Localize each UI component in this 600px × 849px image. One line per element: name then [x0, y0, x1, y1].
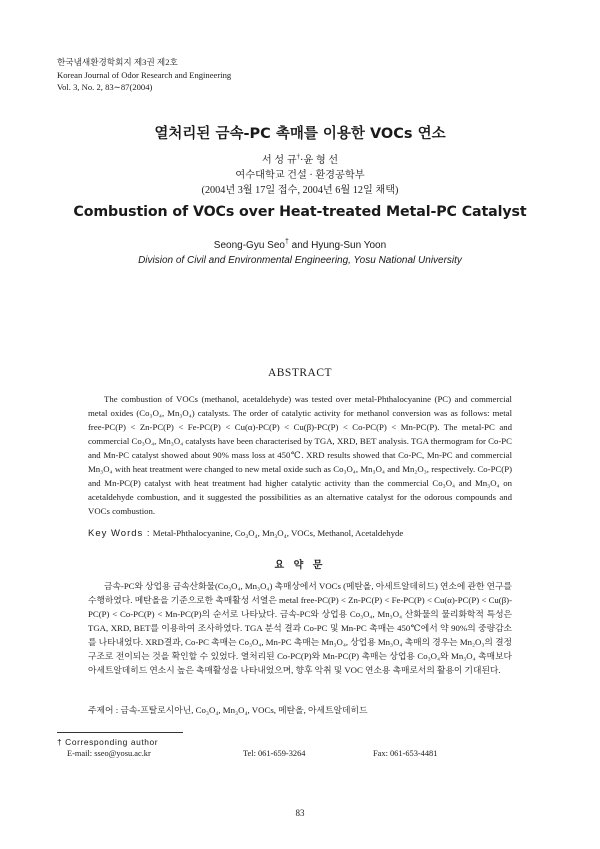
received-dates: (2004년 3월 17일 접수, 2004년 6월 12일 채택): [201, 185, 399, 196]
footnote: [57, 736, 543, 760]
journal-name-en: Korean Journal of Odor Research and Engineering: [57, 69, 232, 80]
journal-volume: Vol. 3, No. 2, 83∼87(2004): [57, 82, 153, 92]
corresponding-mark-ko: †: [296, 152, 301, 161]
corresponding-author-note: † Corresponding author: [57, 737, 159, 747]
authors-block-ko: [0, 153, 600, 198]
author2-en: and Hyung-Sun Yoon: [291, 240, 387, 251]
author-names-ko: [0, 153, 600, 168]
journal-name-ko: 한국냄새환경학회지 제3권 제2호: [57, 57, 178, 67]
summary-text-ko: 금속-PC와 상업용 금속산화물(Co₃O₄, Mn₃O₄) 촉매상에서 VOCs (메탄올, 아세트알데히드) 연소에 관한 연구를 수행하였다. 메탄올을 기준으로한 촉매활성 서열은 metal free-PC(P) < Zn-PC(P) < Fe-PC(P) < Cu(α)-PC(P) < Cu(β)-PC(P) < Co-PC(P) < Mn-PC(P)의 순서로 나타났다. 금속-PC와 상업용 Co₃O₄, Mn₃O₄ 산화물의 물리화학적 특성은 TGA, XRD, BET를 이용하여 조사하였다. TGA 분석 결과 Co-PC 및 Mn-PC 촉매는 450℃에서 약 90%의 중량감소를 나타내었다. XRD결과, Co-PC 촉매는 Co₃O₄, Mn-PC 촉매는 Mn₃O₄, 상업용 Mn₃O₄ 촉매의 경우는 Mn₂O₃의 결정구조로 전이되는 것을 확인할 수 있었다. 열처리된 Co-PC(P)와 Mn-PC(P) 촉매는 상업용 Co₃O₄와 Mn₃O₄ 촉매보다 아세트알데히드 연소시 높은 촉매활성을 나타내었으며, 향후 악취 및 VOC 연소용 촉매로서의 활용이 기대된다.: [88, 581, 512, 676]
contact-row: [57, 748, 543, 760]
affiliation-ko: 여수대학교 건설 · 환경공학부: [235, 170, 365, 181]
contact-email: E-mail: sseo@yosu.ac.kr: [67, 749, 151, 758]
author1-ko: 서 성 규: [261, 155, 297, 166]
journal-header: [57, 56, 231, 94]
abstract-text: The combustion of VOCs (methanol, acetaldehyde) was tested over metal-Phthalocyanine (PC) and commercial metal oxides (Co₃O₄, Mn₃O₄) catalysts. The order of catalytic activity for methanol conversion was as follows: metal free-PC(P) < Zn-PC(P) < Fe-PC(P) < Cu(α)-PC(P) < Cu(β)-PC(P) < Co-PC(P) < Mn-PC(P). The metal-PC and commercial Co₃O₄, Mn₃O₄ catalysts have been characterised by TGA, XRD, BET analysis. TGA thermogram for Co-PC and Mn-PC catalyst showed about 90% mass loss at 450℃. XRD results showed that Co-PC, Mn-PC and commercial Mn₃O₄ with heat treatment were changed to new metal oxide such as Co₃O₄, Mn₃O₄ and Mn₂O₃, respectively. Co-PC(P) and Mn-PC(P) catalyst with heat treatment had higher catalytic activity than the commercial Co₃O₄ and Mn₃O₄ on acetaldehyde combustion, and it suggested the possibilities as an alternative catalyst for the odorous compounds and VOCs combustion.: [88, 394, 512, 517]
author1-en: Seong-Gyu Seo: [213, 240, 285, 251]
paper-title-ko: 열처리된 금속-PC 촉매를 이용한 VOCs 연소: [154, 126, 446, 142]
contact-fax: Fax: 061-653-4481: [373, 749, 438, 758]
page-number: 83: [295, 808, 305, 818]
author-names-en: [0, 238, 600, 253]
keywords-ko-list: 금속-프탈로시아닌, Co₃O₄, Mn₃O₄, VOCs, 메탄올, 아세트알데히드: [120, 705, 368, 715]
keywords-ko: [88, 703, 368, 716]
paper-title-en: Combustion of VOCs over Heat-treated Metal-PC Catalyst: [73, 204, 527, 220]
contact-tel: Tel: 061-659-3264: [243, 749, 306, 758]
summary-heading: 요 약 문: [274, 560, 326, 571]
corresponding-mark-en: †: [284, 238, 289, 246]
affiliation-en: Division of Civil and Environmental Engineering, Yosu National University: [138, 255, 462, 266]
keywords-ko-label: 주제어 :: [88, 705, 119, 715]
keywords-list: Metal-Phthalocyanine, Co₃O₄, Mn₃O₄, VOCs, Methanol, Acetaldehyde: [152, 528, 404, 538]
keywords-label: Key Words :: [88, 528, 151, 539]
authors-block-en: [0, 238, 600, 268]
abstract-heading: ABSTRACT: [267, 367, 333, 379]
footnote-divider: [57, 732, 183, 733]
author2-ko: ·윤 형 선: [300, 155, 339, 166]
keywords-en: [88, 528, 518, 539]
